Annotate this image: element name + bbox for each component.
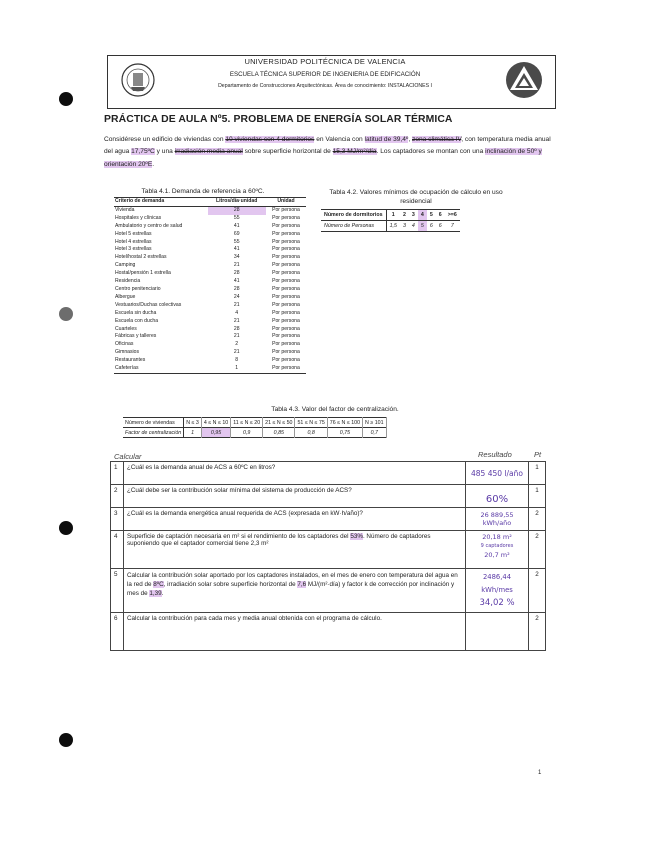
handwritten-answer: 485 450 l/año — [466, 462, 529, 485]
university-name: UNIVERSIDAD POLITÉCNICA DE VALENCIA — [244, 57, 406, 66]
table-row — [114, 349, 306, 357]
unit-value: Por persona — [272, 325, 300, 332]
table-cell: 0,9 — [231, 428, 263, 438]
highlight: zona climática IV — [412, 136, 462, 143]
table-row — [114, 365, 306, 373]
liters-value: 4 — [235, 309, 239, 316]
demand-criterion: Ambulatorio y centro de salud — [115, 222, 183, 229]
table-row — [114, 326, 306, 334]
table-cell: 3 — [402, 223, 406, 229]
demand-criterion: Hotel 5 estrellas — [115, 230, 152, 237]
unit-value: Por persona — [272, 333, 300, 340]
question-number: 3 — [111, 508, 124, 531]
table-row — [114, 223, 306, 231]
table-row — [114, 254, 306, 262]
table-row — [114, 302, 306, 310]
table-cell: 6 — [429, 223, 433, 229]
table-row — [114, 206, 306, 214]
highlight: 7,6 — [297, 581, 307, 588]
liters-value: 34 — [233, 254, 240, 261]
page-title: PRÁCTICA DE AULA Nº5. PROBLEMA DE ENERGÍA SOLAR TÉRMICA — [104, 114, 453, 125]
table-row — [114, 333, 306, 341]
unit-value: Por persona — [272, 293, 300, 300]
unit-value: Por persona — [272, 230, 300, 237]
highlight: 1,39 — [149, 590, 162, 597]
highlight: 8ºC — [153, 581, 164, 588]
liters-value: 28 — [233, 270, 240, 277]
table-row — [114, 270, 306, 278]
question-number: 6 — [111, 613, 124, 651]
unit-value: Por persona — [272, 238, 300, 245]
table-row — [114, 246, 306, 254]
questions-table — [110, 461, 546, 651]
highlight: 15,3 MJ/m²/día — [332, 148, 377, 156]
table-row — [114, 318, 306, 326]
table-cell: 0,7 — [363, 428, 387, 438]
liters-value: 69 — [233, 230, 240, 237]
demand-criterion: Fábricas y talleres — [115, 333, 157, 340]
question-text: Calcular la contribución para cada mes y media anual obtenida con el programa de cálculo. — [124, 613, 466, 651]
liters-value: 55 — [233, 238, 240, 245]
table-row — [114, 286, 306, 294]
col-header: Unidad — [266, 198, 306, 207]
question-row — [111, 462, 546, 485]
demand-criterion: Cafeterías — [115, 365, 139, 372]
table-cell: 1,5 — [389, 223, 397, 229]
table-cell: 1 — [184, 428, 202, 438]
question-text: ¿Cuál debe ser la contribución solar mínima del sistema de producción de ACS? — [124, 485, 466, 508]
table-cell: 11 ≤ N ≤ 20 — [231, 418, 263, 428]
unit-value: Por persona — [272, 246, 300, 253]
question-text: Superficie de captación necesaria en m² si el rendimiento de los captadores del 53%. Número de captadores suponiendo que el captador comercial tiene 2,3 m² — [124, 531, 466, 569]
question-points: 2 — [529, 569, 546, 613]
question-text: Calcular la contribución solar aportado por los captadores instalados, en el mes de enero con temperatura del agua en la red de 8ºC, irradiación solar sobre superficie horizontal de 7,6 MJ/(m²·día) y factor k de corrección por inclinación y mes de 1,39. — [124, 569, 466, 613]
handwritten-answer: 2486,44 kWh/mes 34,02 % — [466, 569, 529, 613]
binder-hole — [59, 733, 73, 747]
table3-caption: Tabla 4.3. Valor del factor de centralización. — [271, 406, 399, 413]
table1-caption: Tabla 4.1. Demanda de referencia a 60ºC. — [141, 188, 265, 195]
demand-criterion: Hospitales y clínicas — [115, 214, 162, 221]
demand-criterion: Hostal/pensión 1 estrella — [115, 270, 171, 277]
question-number: 5 — [111, 569, 124, 613]
unit-value: Por persona — [272, 357, 300, 364]
highlight: irradiación media anual — [174, 148, 243, 156]
question-points: 2 — [529, 531, 546, 569]
table-row — [114, 357, 306, 365]
table-cell: >=6 — [447, 212, 457, 218]
liters-value: 41 — [233, 222, 240, 229]
liters-value: 28 — [233, 285, 240, 292]
questions-container — [110, 461, 546, 651]
demand-criterion: Escuela con ducha — [115, 317, 159, 324]
demand-criterion: Hotel 4 estrellas — [115, 238, 152, 245]
unit-value: Por persona — [272, 206, 300, 213]
liters-value: 28 — [233, 325, 240, 332]
unit-value: Por persona — [272, 222, 300, 229]
table-cell: Número de dormitorios — [321, 210, 386, 221]
handwritten-answer: 20,18 m² 9 captadores 20,7 m² — [466, 531, 529, 569]
liters-value: 21 — [233, 262, 240, 269]
demand-criterion: Vestuarios/Duchas colectivas — [115, 301, 182, 308]
unit-value: Por persona — [272, 341, 300, 348]
liters-value: 41 — [233, 278, 240, 285]
table-cell: 6 — [438, 212, 442, 218]
highlight: latitud de 39,4º — [364, 136, 409, 143]
unit-value: Por persona — [272, 254, 300, 261]
unit-value: Por persona — [272, 317, 300, 324]
table-cell: 6 — [438, 223, 442, 229]
table2-container — [321, 209, 460, 232]
demand-criterion: Cuarteles — [115, 325, 137, 332]
table-cell: 3 — [411, 212, 415, 218]
table-cell: 2 — [402, 212, 406, 218]
unit-value: Por persona — [272, 285, 300, 292]
demand-criterion: Vivienda — [115, 206, 135, 213]
table-cell: 21 ≤ N ≤ 50 — [263, 418, 295, 428]
table-cell: 4 ≤ N ≤ 10 — [201, 418, 230, 428]
university-seal-logo — [120, 60, 156, 100]
result-label: Resultado — [478, 450, 512, 459]
question-row — [111, 613, 546, 651]
handwritten-answer: 26 889,55 kWh/año — [466, 508, 529, 531]
question-number: 2 — [111, 485, 124, 508]
table-cell: 0,95 — [201, 428, 230, 438]
unit-value: Por persona — [272, 365, 300, 372]
table-cell: Número de viviendas — [123, 418, 184, 428]
demand-criterion: Residencia — [115, 278, 141, 285]
liters-value: 55 — [233, 214, 240, 221]
unit-value: Por persona — [272, 270, 300, 277]
table-cell: 4 — [418, 210, 427, 221]
table-cell: 0,85 — [263, 428, 295, 438]
binder-hole — [59, 92, 73, 106]
liters-value: 24 — [233, 293, 240, 300]
table-row — [114, 341, 306, 349]
question-points: 2 — [529, 508, 546, 531]
table-row — [114, 262, 306, 270]
handwritten-answer: 60% — [466, 485, 529, 508]
liters-value: 8 — [235, 357, 239, 364]
question-row — [111, 508, 546, 531]
handwritten-answer — [466, 613, 529, 651]
table-cell: 7 — [450, 223, 454, 229]
demand-criterion: Restaurantes — [115, 357, 146, 364]
school-triangle-logo — [504, 59, 544, 101]
liters-value: 1 — [235, 365, 239, 372]
table-cell: N ≥ 101 — [363, 418, 387, 428]
table-row — [114, 278, 306, 286]
demand-criterion: Escuela sin ducha — [115, 309, 157, 316]
highlight: inclinación de 50º y orientación 20ºE — [104, 148, 542, 168]
liters-value: 21 — [233, 349, 240, 356]
demand-criterion: Oficinas — [115, 341, 134, 348]
col-header: Litros/día·unidad — [208, 198, 266, 207]
unit-value: Por persona — [272, 214, 300, 221]
table-cell: 76 ≤ N ≤ 100 — [327, 418, 362, 428]
department-name: Departamento de Construcciones Arquitectónicas. Área de conocimiento: INSTALACIONES I — [218, 83, 432, 89]
table-cell: Factor de centralización — [123, 428, 184, 438]
unit-value: Por persona — [272, 309, 300, 316]
question-number: 4 — [111, 531, 124, 569]
demand-table — [114, 197, 306, 374]
centralization-table — [123, 417, 387, 438]
demand-criterion: Gimnasios — [115, 349, 140, 356]
page-number: 1 — [538, 770, 542, 776]
table-cell: 1 — [391, 212, 395, 218]
question-row — [111, 485, 546, 508]
table1-container — [114, 197, 306, 374]
table-row — [114, 215, 306, 223]
demand-criterion: Hotel/hostal 2 estrellas — [115, 254, 167, 261]
question-points: 2 — [529, 613, 546, 651]
question-points: 1 — [529, 485, 546, 508]
table-row — [114, 239, 306, 247]
school-name: ESCUELA TÉCNICA SUPERIOR DE INGENIERIA DE EDIFICACIÓN — [229, 71, 421, 78]
table-row — [114, 231, 306, 239]
unit-value: Por persona — [272, 349, 300, 356]
table-cell: 5 — [429, 212, 433, 218]
liters-value: 21 — [233, 301, 240, 308]
occupancy-table — [321, 209, 460, 232]
liters-value: 2 — [235, 341, 239, 348]
unit-value: Por persona — [272, 301, 300, 308]
binder-hole — [59, 307, 73, 321]
table-cell: 51 ≤ N ≤ 75 — [295, 418, 327, 428]
table-row — [114, 294, 306, 302]
table-cell: 0,8 — [295, 428, 327, 438]
table-row — [114, 310, 306, 318]
demand-criterion: Centro penitenciario — [115, 285, 161, 292]
highlight: 17,75ºC — [131, 148, 155, 156]
table-cell: 5 — [418, 221, 427, 232]
demand-criterion: Hotel 3 estrellas — [115, 246, 152, 253]
table2-caption: Tabla 4.2. Valores mínimos de ocupación de cálculo en uso residencial — [329, 189, 503, 205]
table-cell: 4 — [411, 223, 415, 229]
liters-value: 41 — [233, 246, 240, 253]
question-row — [111, 531, 546, 569]
question-number: 1 — [111, 462, 124, 485]
table3-container — [123, 417, 387, 438]
points-label: Pt — [534, 450, 542, 459]
highlight: 53% — [350, 533, 363, 540]
table-cell: N ≤ 3 — [184, 418, 202, 428]
liters-value: 21 — [233, 317, 240, 324]
liters-value: 28 — [208, 206, 266, 214]
table-cell: Número de Personas — [321, 221, 386, 232]
problem-statement: Considérese un edificio de viviendas con 10 viviendas con 4 dormitorios en Valencia con latitud de 39,4º, zona climática IV, con temperatura media anual del agua 17,75ºC y una irradiación media anual sobre superficie horizontal de 15,3 MJ/m²/día. Los captadores se montan con una inclinación de 50º y orientación 20ºE. — [104, 136, 551, 168]
question-row — [111, 569, 546, 613]
calc-label: Calcular — [114, 452, 142, 461]
demand-criterion: Camping — [115, 262, 136, 269]
unit-value: Por persona — [272, 278, 300, 285]
highlight: 10 viviendas con 4 dormitorios — [225, 136, 315, 143]
unit-value: Por persona — [272, 262, 300, 269]
col-header: Criterio de demanda — [114, 198, 208, 207]
table-cell: 0,75 — [327, 428, 362, 438]
binder-hole — [59, 521, 73, 535]
demand-criterion: Albergue — [115, 293, 136, 300]
question-text: ¿Cuál es la demanda energética anual requerida de ACS (expresada en kW·h/año)? — [124, 508, 466, 531]
question-text: ¿Cuál es la demanda anual de ACS a 60ºC en litros? — [124, 462, 466, 485]
liters-value: 21 — [233, 333, 240, 340]
question-points: 1 — [529, 462, 546, 485]
